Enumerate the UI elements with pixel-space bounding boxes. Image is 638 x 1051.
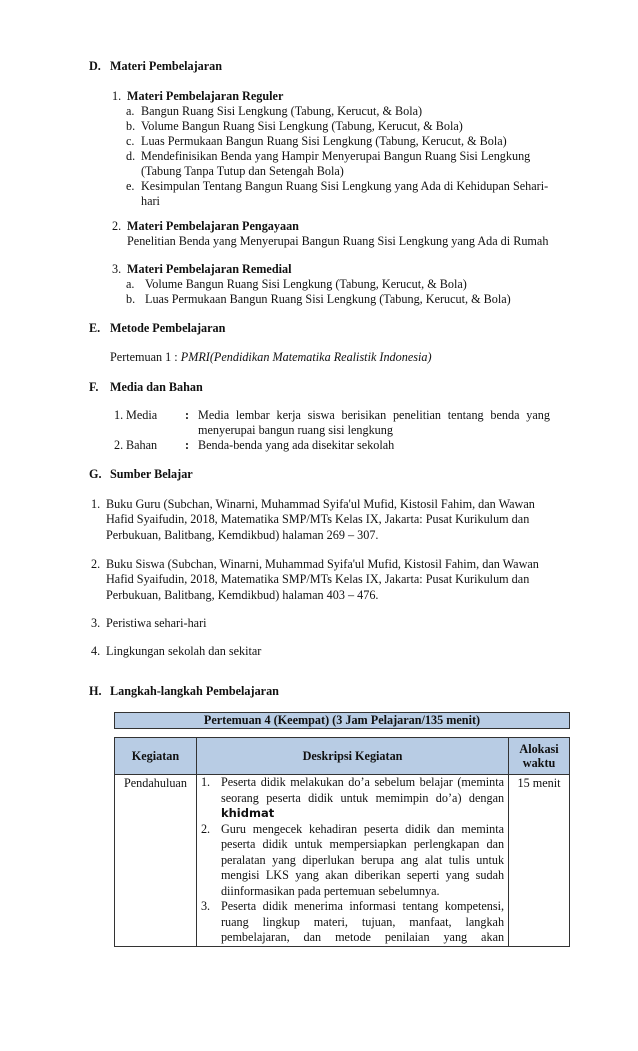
- rem-item-a: Volume Bangun Ruang Sisi Lengkung (Tabung, Kerucut, & Bola): [145, 277, 467, 291]
- reg-title: Materi Pembelajaran Reguler: [127, 89, 284, 103]
- source-1-line-1: Buku Guru (Subchan, Winarni, Muhammad Syifa'ul Mufid, Kistosil Fahim, dan Wawan: [106, 497, 535, 511]
- reg-item-d-cont: (Tabung Tanpa Tutup dan Setengah Bola): [141, 164, 344, 178]
- header-deskripsi: Deskripsi Kegiatan: [196, 738, 508, 775]
- reg-item-d: Mendefinisikan Benda yang Hampir Menyerupai Bangun Ruang Sisi Lengkung: [141, 149, 531, 163]
- reg-item-b: Volume Bangun Ruang Sisi Lengkung (Tabung, Kerucut, & Bola): [141, 119, 463, 133]
- section-f-letter: F.: [89, 380, 99, 394]
- reg-item-e-cont: hari: [141, 194, 160, 208]
- row-kegiatan-text: Pendahuluan: [123, 776, 187, 790]
- peng-text: Penelitian Benda yang Menyerupai Bangun Ruang Sisi Lengkung yang Ada di Rumah: [127, 234, 549, 248]
- row-waktu: [509, 775, 570, 947]
- source-2-line-2: Hafid Syaifudin, 2018, Matematika SMP/MTs Kelas IX, Jakarta: Pusat Kurikulum dan: [106, 572, 530, 586]
- step-2-num: 2.: [200, 821, 211, 836]
- source-4-num: 4.: [91, 644, 101, 658]
- section-g-letter: G.: [89, 467, 102, 481]
- peng-num: 2.: [112, 219, 122, 233]
- table-row: [115, 775, 570, 947]
- meeting-banner: Pertemuan 4 (Keempat) (3 Jam Pelajaran/135 menit): [115, 713, 570, 729]
- method-name: PMRI(Pendidikan Matematika Realistik Indonesia): [180, 350, 432, 364]
- media-value-cont: menyerupai bangun ruang sisi lengkung: [198, 423, 393, 437]
- reg-item-c: Luas Permukaan Bangun Ruang Sisi Lengkung (Tabung, Kerucut, & Bola): [141, 134, 507, 148]
- step-1-text: Peserta didik melakukan do’a sebelum belajar (meminta seorang peserta didik untuk memimpin do’a) dengan: [220, 775, 505, 805]
- method-prefix: Pertemuan 1 :: [110, 350, 181, 364]
- row-waktu-text: 15 menit: [517, 776, 561, 790]
- reg-item-a: Bangun Ruang Sisi Lengkung (Tabung, Kerucut, & Bola): [141, 104, 423, 118]
- section-g-title: Sumber Belajar: [110, 467, 193, 481]
- step-3-text: Peserta didik menerima informasi tentang kompetensi, ruang lingkup materi, tujuan, manfaat, langkah pembelajaran, dan metode penilaian yang akan: [220, 899, 505, 944]
- section-f-title: Media dan Bahan: [110, 380, 203, 394]
- section-e-letter: E.: [89, 321, 101, 335]
- reg-num: 1.: [112, 89, 122, 103]
- source-3-line-1: Peristiwa sehari-hari: [106, 616, 207, 630]
- rem-item-b: Luas Permukaan Bangun Ruang Sisi Lengkung (Tabung, Kerucut, & Bola): [145, 292, 511, 306]
- step-3-num: 3.: [200, 899, 211, 913]
- rem-num: 3.: [112, 262, 122, 276]
- bahan-colon: :: [185, 438, 190, 452]
- source-2-line-3: Perbukuan, Balitbang, Kemdikbud) halaman 403 – 476.: [106, 588, 379, 602]
- source-3-num: 3.: [91, 616, 101, 630]
- section-e-title: Metode Pembelajaran: [110, 321, 226, 335]
- meeting-banner-table: [114, 712, 570, 729]
- source-1-line-3: Perbukuan, Balitbang, Kemdikbud) halaman 269 – 307.: [106, 528, 379, 542]
- step-1-num: 1.: [200, 775, 211, 789]
- header-alokasi: [509, 738, 570, 775]
- section-h-title: Langkah-langkah Pembelajaran: [110, 684, 279, 698]
- reg-item-b-label: b.: [126, 119, 136, 133]
- media-colon: :: [185, 408, 190, 422]
- header-alokasi-line-2: waktu: [522, 756, 556, 770]
- media-key: Media: [126, 408, 158, 422]
- rem-item-b-label: b.: [126, 292, 136, 306]
- source-4-line-1: Lingkungan sekolah dan sekitar: [106, 644, 262, 658]
- row-deskripsi: [196, 775, 508, 947]
- list-item: [197, 899, 508, 946]
- media-num: 1.: [114, 408, 124, 422]
- step-2-text: Guru mengecek kehadiran peserta didik dan meminta peserta didik untuk mempersiapkan perlengkapan dan peralatan yang diperlukan berupa ang alat tulis untuk mengisi LKS yang akan diberikan seperti yang sudah diinformasikan pada pertemuan sebelumnya.: [220, 821, 505, 898]
- activity-table: [114, 737, 570, 947]
- method-line: [110, 350, 432, 365]
- list-item: [197, 775, 508, 822]
- reg-item-c-label: c.: [126, 134, 135, 148]
- header-alokasi-line-1: Alokasi: [519, 742, 559, 756]
- step-1-bold: khidmat: [220, 806, 275, 820]
- source-1-line-2: Hafid Syaifudin, 2018, Matematika SMP/MTs Kelas IX, Jakarta: Pusat Kurikulum dan: [106, 512, 530, 526]
- peng-title: Materi Pembelajaran Pengayaan: [127, 219, 299, 233]
- reg-item-d-label: d.: [126, 149, 136, 163]
- section-d-title: Materi Pembelajaran: [110, 59, 223, 73]
- bahan-value: Benda-benda yang ada disekitar sekolah: [198, 438, 395, 452]
- reg-item-e: Kesimpulan Tentang Bangun Ruang Sisi Lengkung yang Ada di Kehidupan Sehari-: [141, 179, 549, 193]
- reg-item-e-label: e.: [126, 179, 135, 193]
- list-item: [197, 822, 508, 900]
- rem-title: Materi Pembelajaran Remedial: [127, 262, 292, 276]
- header-kegiatan: Kegiatan: [115, 738, 197, 775]
- section-d-letter: D.: [89, 59, 101, 73]
- bahan-key: Bahan: [126, 438, 158, 452]
- steps-list: [197, 775, 508, 946]
- media-value: Media lembar kerja siswa berisikan penelitian tentang benda yang: [198, 408, 550, 422]
- source-2-num: 2.: [91, 557, 101, 571]
- rem-item-a-label: a.: [126, 277, 135, 291]
- bahan-num: 2.: [114, 438, 124, 452]
- source-1-num: 1.: [91, 497, 101, 511]
- activity-table-header: [115, 738, 570, 775]
- reg-item-a-label: a.: [126, 104, 135, 118]
- section-h-letter: H.: [89, 684, 102, 698]
- row-kegiatan: [115, 775, 197, 947]
- source-2-line-1: Buku Siswa (Subchan, Winarni, Muhammad Syifa'ul Mufid, Kistosil Fahim, dan Wawan: [106, 557, 539, 571]
